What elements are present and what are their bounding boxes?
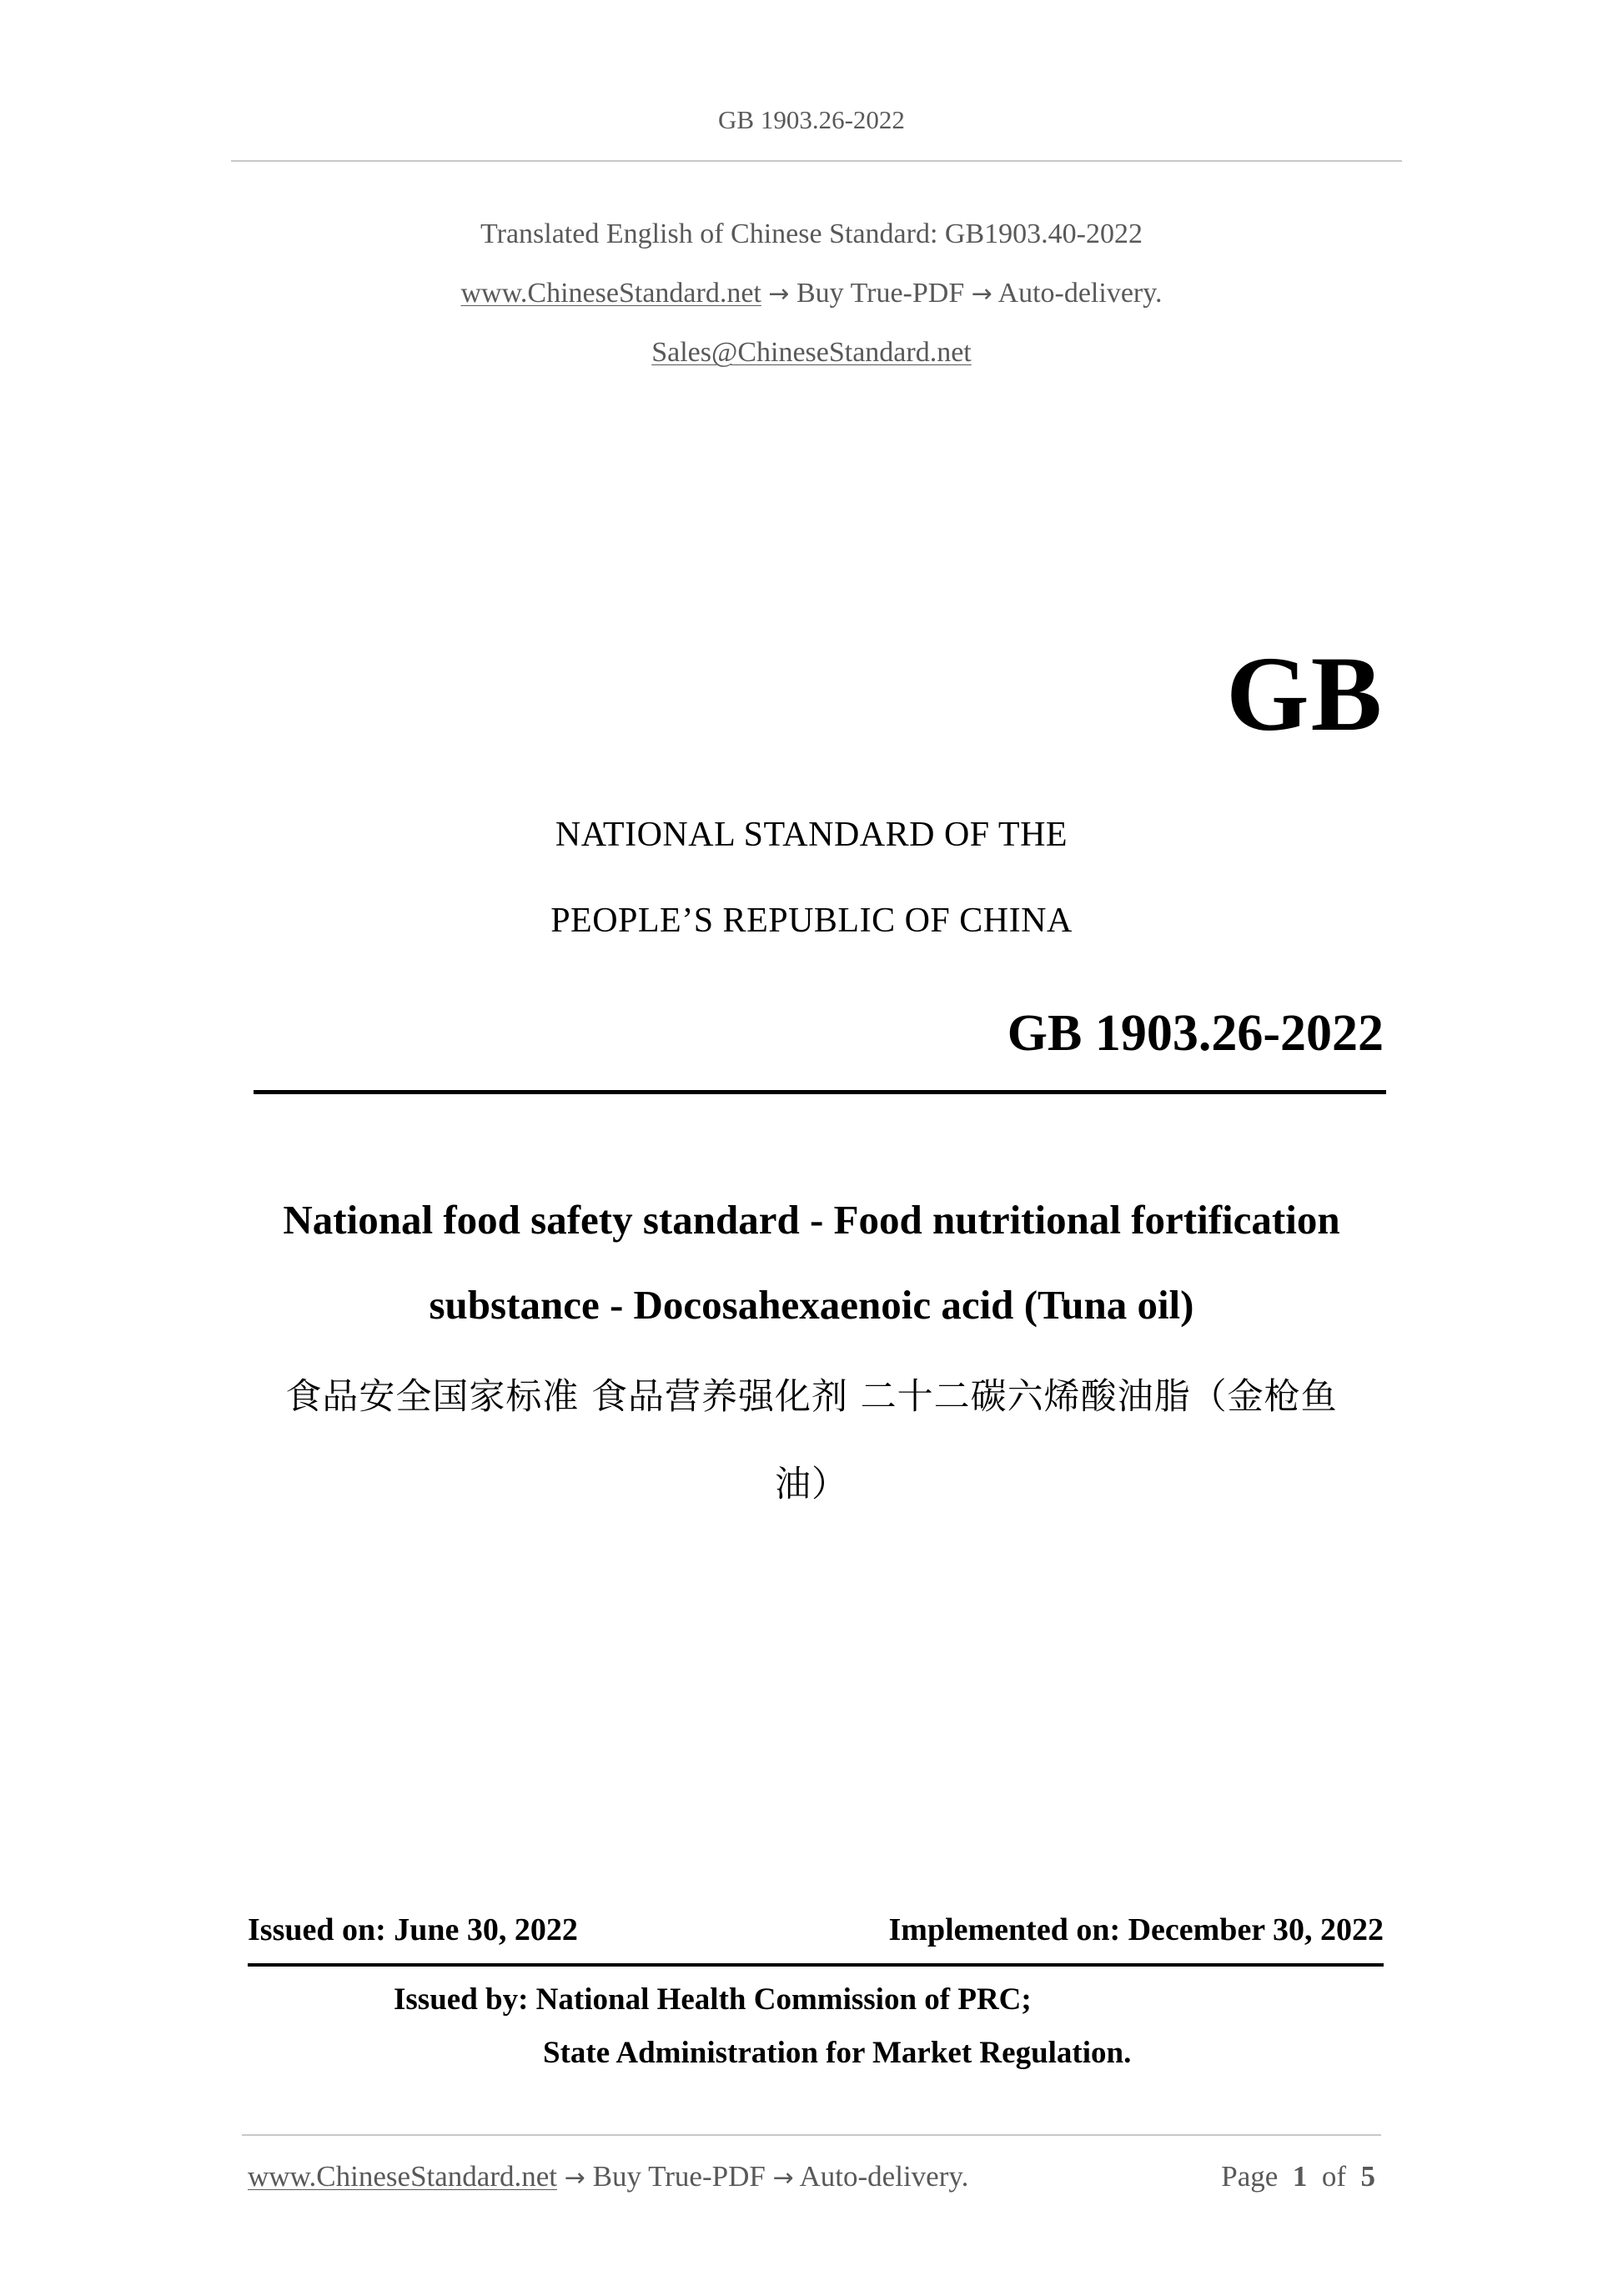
email-notice [0, 337, 1623, 369]
implemented-on-date: Implemented on: December 30, 2022 [888, 1912, 1384, 1947]
running-head: GB 1903.26-2022 [718, 105, 905, 134]
page-label: Page [1221, 2160, 1279, 2193]
issued-by: Issued by: National Health Commission of PRC; [394, 1982, 1032, 2017]
auto-delivery-text: Auto-delivery. [997, 278, 1163, 309]
page-indicator [1221, 2160, 1375, 2193]
arrow-right-icon: → [564, 2163, 585, 2193]
footer-website-link[interactable]: www.ChineseStandard.net [248, 2160, 557, 2193]
header-divider [231, 160, 1402, 162]
website-link[interactable]: www.ChineseStandard.net [460, 278, 761, 309]
page-total: 5 [1360, 2160, 1375, 2193]
issued-on-date: Issued on: June 30, 2022 [248, 1912, 578, 1947]
arrow-right-icon: → [971, 279, 992, 309]
arrow-right-icon: → [772, 2163, 794, 2193]
standard-number: GB 1903.26-2022 [1007, 1005, 1384, 1062]
title-chinese-line-2: 油） [775, 1464, 848, 1505]
footer-purchase-notice [248, 2160, 968, 2193]
title-chinese-line-1: 食品安全国家标准 食品营养强化剂 二十二碳六烯酸油脂（金枪鱼 [285, 1376, 1338, 1418]
standard-number-rule [254, 1090, 1386, 1094]
footer-auto-delivery-text: Auto-delivery. [799, 2160, 969, 2193]
arrow-right-icon: → [768, 279, 790, 309]
buy-true-pdf-text: Buy True-PDF [796, 278, 965, 309]
national-standard-line-1: NATIONAL STANDARD OF THE [555, 816, 1068, 854]
footer-buy-true-pdf-text: Buy True-PDF [592, 2160, 766, 2193]
page-current: 1 [1292, 2160, 1308, 2193]
national-standard-line-2: PEOPLE’S REPUBLIC OF CHINA [550, 902, 1073, 940]
title-english-line-2: substance - Docosahexaenoic acid (Tuna oil) [429, 1282, 1194, 1328]
title-english-line-1: National food safety standard - Food nutritional fortification [283, 1197, 1340, 1243]
translation-notice: Translated English of Chinese Standard: GB1903.40-2022 [480, 219, 1143, 249]
of-label: of [1321, 2160, 1346, 2193]
purchase-notice [0, 278, 1623, 309]
gb-logo: GB [1226, 635, 1384, 753]
sales-email-link[interactable]: Sales@ChineseStandard.net [651, 337, 972, 368]
dates-rule [248, 1963, 1384, 1967]
issuer-second: State Administration for Market Regulation. [543, 2036, 1132, 2070]
footer-divider [242, 2134, 1381, 2136]
